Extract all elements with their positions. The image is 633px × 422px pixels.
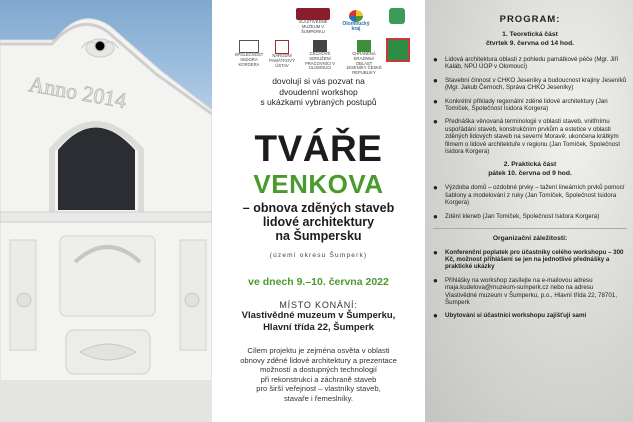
subtitle: – obnova zděných staveb lidové architektury na Šumpersku — [242, 201, 395, 244]
part1-time: čtvrtek 9. června od 14 hod. — [485, 39, 575, 47]
cech-logo: CECHOVÉ SDRUŽENÍ PRACOVNÍCI V OLOMOUCI — [302, 40, 338, 71]
list-item: ● Konferenční poplatek pro účastníky celého workshopu – 300 Kč, možnost přihlášení se jen na jednotlivé přednášky a praktické ukázky — [433, 247, 624, 271]
invite-text: dovolují si vás pozvat na dvoudenní workshop s ukázkami vybraných postupů — [260, 76, 377, 107]
date-inscription: Anno 2014 — [27, 71, 129, 113]
venue-address: Vlastivědné muzeum v Šumperku, Hlavní třída 22, Šumperk — [241, 310, 396, 333]
chko-logo: CHRÁNĚNÁ KRAJINNÁ OBLAST JESENÍKY ČESKÉ REPUBLIKY — [346, 40, 382, 76]
museum-logo: VLASTIVĚDNÉ MUZEUM V ŠUMPERKU — [292, 8, 334, 34]
list-item: ● Konkrétní příklady regionální zděné lidové architektury (Jan Tomíček, Společnost Isidora Korgera) — [433, 96, 608, 113]
list-item: ● Přihlášky na workshop zasílejte na e-mailovou adresu maja.kudelova@muzeum-sumperk.cz nebo na adresu Vlastivědné muzeum v Šumperku, p.o., Hlavní třída 22, 78701, Šumperk — [433, 275, 617, 307]
list-item: ● Stavební činnost v CHKO Jeseníky a budoucnost krajiny Jeseníků (Mgr. Jakub Černoch, Správa CHKO Jeseníky) — [433, 75, 627, 92]
korger-logo — [386, 8, 408, 24]
facade-illustration — [0, 0, 212, 422]
list-item: ● Výzdoba domů – ozdobné prvky – tažení lineárních prvků pomocí šablony a modelování z ruky (Jan Tomíček, Společnost Isidora Korgera) — [433, 183, 625, 207]
list-item: ● Ubytování si účastníci workshopu zajišťují sami — [433, 311, 587, 321]
partner-logos — [234, 6, 409, 76]
olomoucky-kraj-logo: Olomoucký kraj — [338, 10, 374, 32]
part2-time: pátek 10. června od 9 hod. — [488, 169, 572, 177]
program-panel — [425, 0, 633, 422]
part1-title: 1. Teoretická část — [502, 31, 558, 38]
npu-logo: NÁRODNÍ PAMÁTKOVÝ ÚSTAV — [266, 40, 298, 68]
organization-heading: Organizační záležitosti: — [492, 235, 568, 243]
event-dates: ve dnech 9.–10. června 2022 — [248, 276, 389, 288]
list-item: ● Zdění kleneb (Jan Tomíček, Společnost Isidora Korgera) — [433, 211, 600, 221]
invitation-panel — [212, 0, 425, 422]
part2-title: 2. Praktická část — [503, 161, 557, 169]
title-tvare: TVÁŘE — [254, 128, 383, 169]
facade-photo — [0, 0, 212, 422]
region-note: (území okresu Šumperk) — [269, 252, 368, 259]
project-aim: Cílem projektu je zejména osvěta v oblasti obnovy zděné lidové architektury a prezentace možností a dostupných technologií při rekonstrukci a záchraně staveb pro širší veřejnost – vlastníky staveb, stavaře i řemeslníky. — [240, 346, 397, 403]
list-item: ● Přednáška věnovaná terminologii v oblasti staveb, vnitřnímu uspořádání staveb, konstrukčním prvkům a estetice v oblasti zděných lidových staveb na severní Moravě; ukončena krátkým filmem o lidové architektuře v regionu (Jan Tomíček, Společnost Isidora Korgera) — [433, 117, 620, 156]
stamp-logo — [386, 38, 408, 62]
list-item: ● Lidová architektura oblasti z pohledu památkové péče (Mgr. Jiří Kaláb, NPÚ ÚOP v Olomouci) — [433, 55, 619, 71]
program-heading: PROGRAM: — [499, 14, 561, 25]
venue-label: MÍSTO KONÁNÍ: — [279, 300, 358, 310]
tisk-logo: SPOLEČNOST ISIDORA KORGERA — [234, 40, 264, 67]
title-venkova: VENKOVA — [253, 169, 384, 199]
